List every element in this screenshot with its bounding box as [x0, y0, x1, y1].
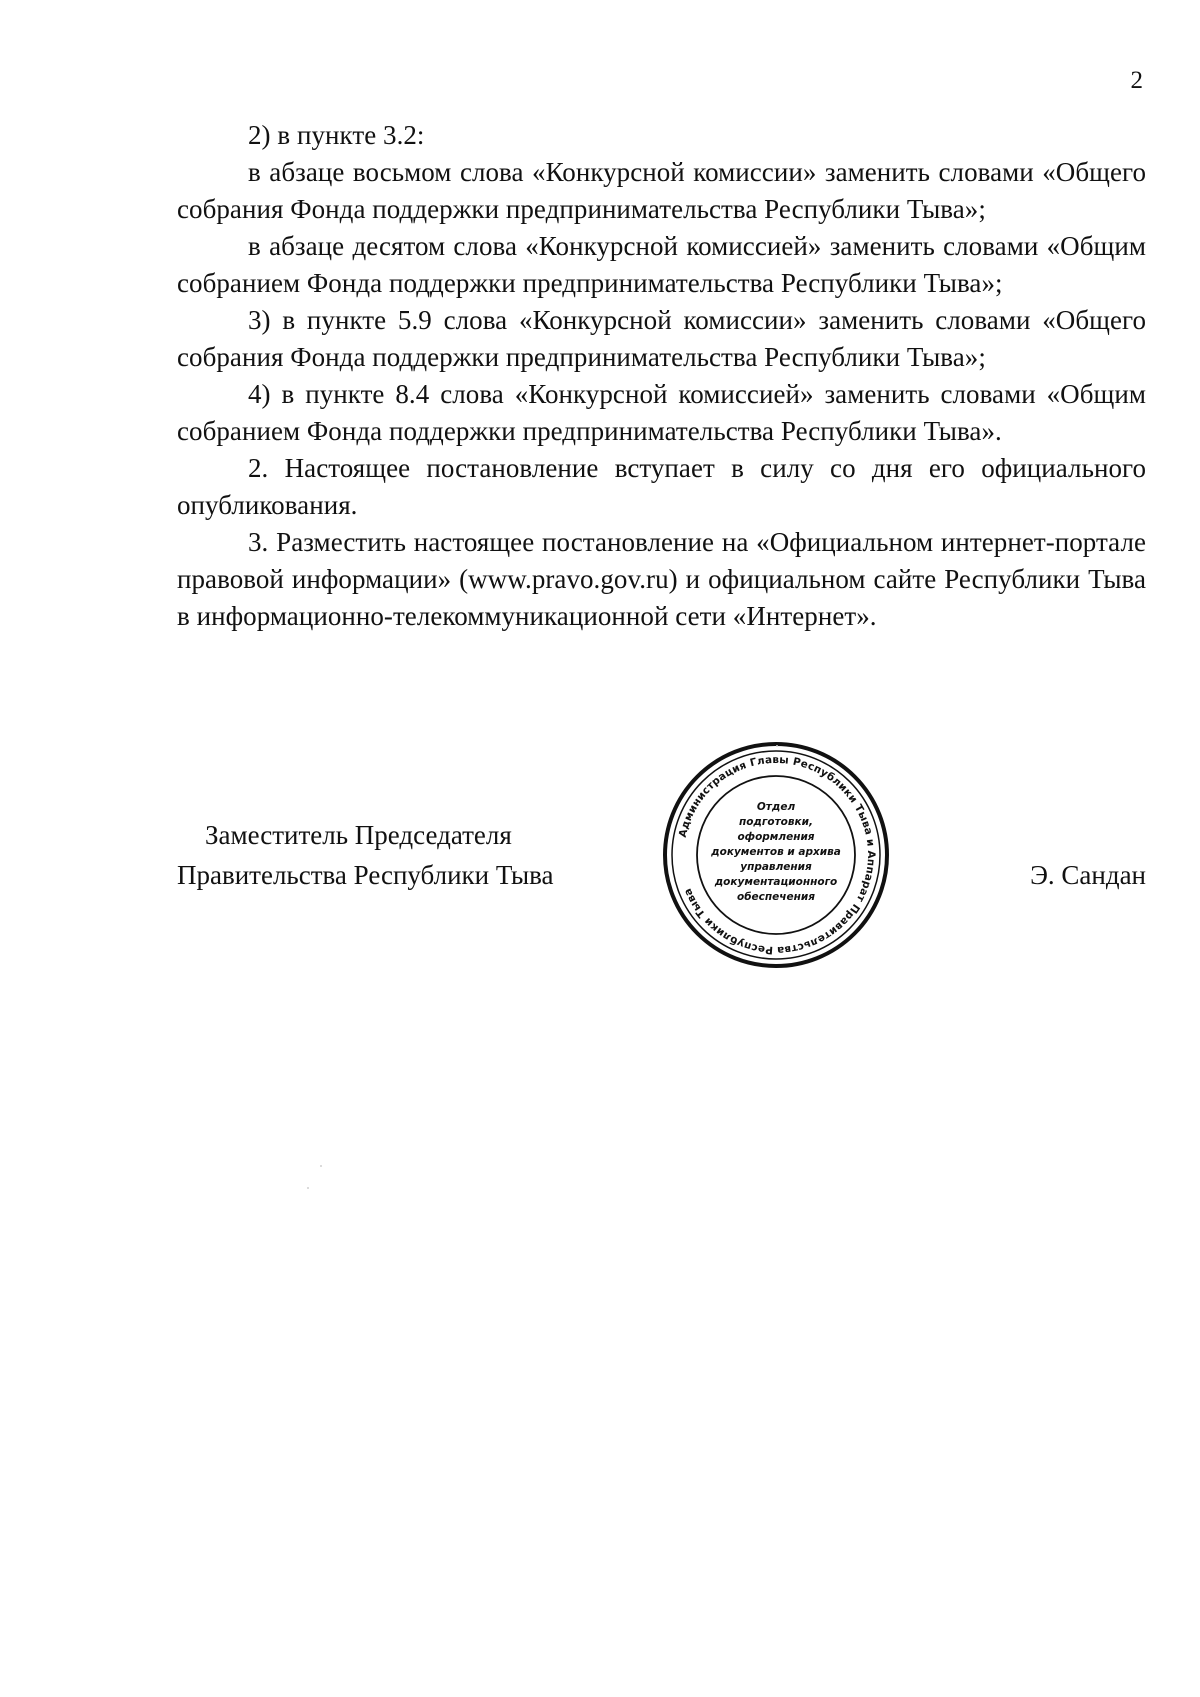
page-number: 2 [1130, 67, 1143, 94]
seal-center-line-4: документов и архива [711, 846, 841, 858]
paragraph-item-3: 3) в пункте 5.9 слова «Конкурсной комиссии» заменить словами «Общего собрания Фонда поддержки предпринимательства Республики Тыва»; [177, 305, 1146, 372]
official-seal-stamp [659, 738, 893, 972]
seal-center-line-1: Отдел [756, 801, 796, 813]
signatory-position-line1: Заместитель Председателя [205, 820, 512, 850]
seal-center-line-5: управления [740, 861, 812, 873]
signatory-position-line2: Правительства Республики Тыва [177, 860, 554, 890]
scan-speck [307, 1187, 309, 1189]
paragraph-item-4: 4) в пункте 8.4 слова «Конкурсной комиссией» заменить словами «Общим собранием Фонда поддержки предпринимательства Республики Тыва». [177, 379, 1146, 446]
paragraph-abzac-10: в абзаце десятом слова «Конкурсной комиссией» заменить словами «Общим собранием Фонда поддержки предпринимательства Республики Тыва»; [177, 231, 1146, 298]
seal-center-line-2: подготовки, [738, 816, 814, 828]
signatory-position [177, 815, 597, 895]
seal-center-line-6: документационного [714, 876, 838, 888]
seal-center-line-7: обеспечения [737, 891, 815, 903]
scan-speck [320, 1165, 322, 1167]
scan-speck [776, 745, 778, 747]
paragraph-effective-date: 2. Настоящее постановление вступает в силу со дня его официального опубликования. [177, 453, 1146, 520]
signatory-name: Э. Сандан [1030, 860, 1146, 890]
paragraph-item-2: 2) в пункте 3.2: [248, 120, 425, 150]
paragraph-abzac-8: в абзаце восьмом слова «Конкурсной комиссии» заменить словами «Общего собрания Фонда поддержки предпринимательства Республики Тыва»; [177, 157, 1146, 224]
seal-graphic [659, 738, 893, 972]
document-body [177, 117, 1146, 635]
paragraph-publication: 3. Разместить настоящее постановление на «Официальном интернет-портале правовой информации» (www.pravo.gov.ru) и официальном сайте Республики Тыва в информационно-телекоммуникационной сети «Интернет». [177, 527, 1146, 631]
seal-center-line-3: оформления [737, 831, 815, 843]
seal-ring-text: Администрация Главы Республики Тыва и Аппарат Правительства Республики Тыва [676, 753, 878, 957]
